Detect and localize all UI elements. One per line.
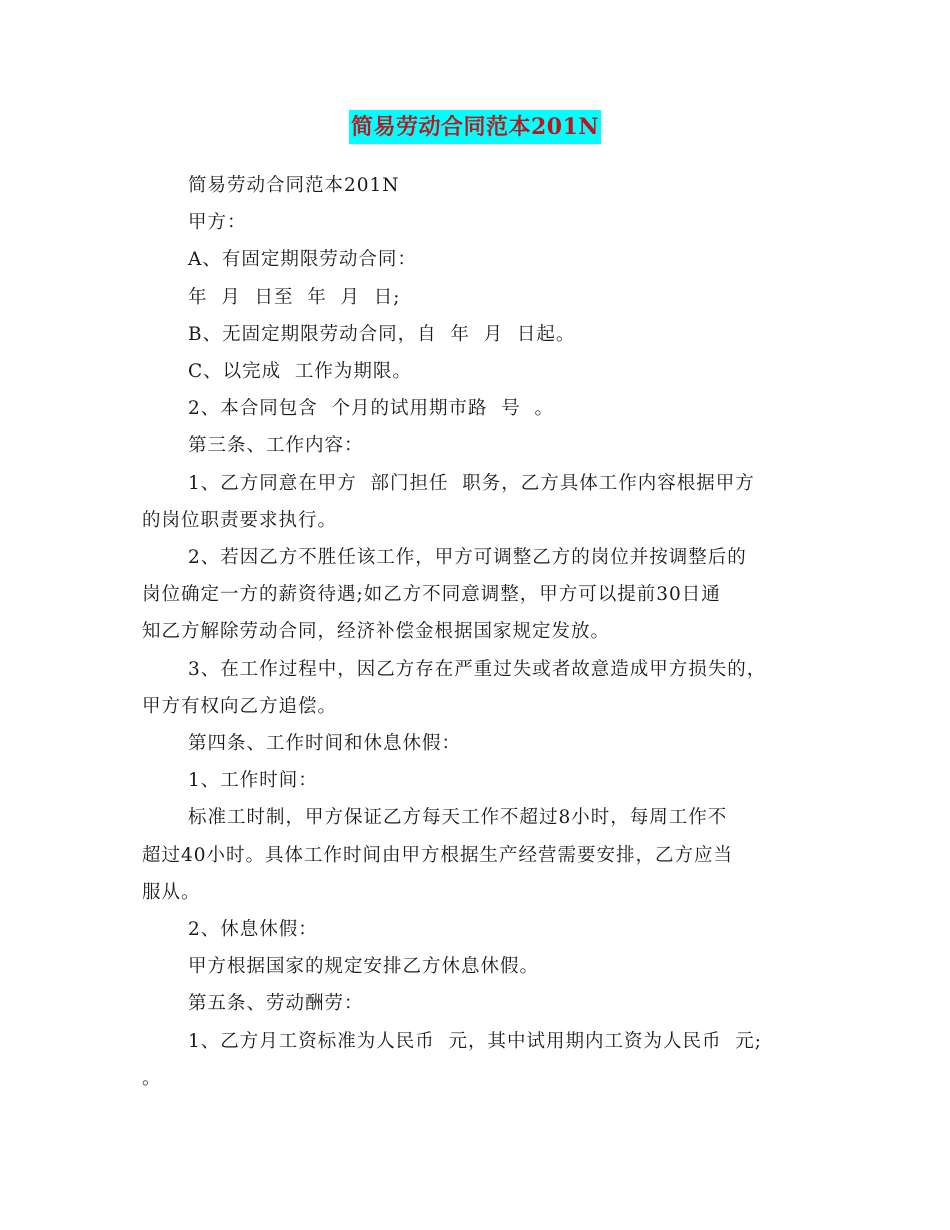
text-line: 知乙方解除劳动合同，经济补偿金根据国家规定发放。 [142, 621, 611, 643]
text-line: 第五条、劳动酬劳： [188, 993, 364, 1015]
paragraph [142, 241, 822, 278]
text-line: 甲方有权向乙方追偿。 [142, 695, 338, 717]
text-line: 超过40小时。具体工作时间由甲方根据生产经营需要安排，乙方应当 [142, 844, 734, 866]
paragraph [142, 762, 822, 799]
document-title: 简易劳动合同范本201N [349, 110, 601, 144]
paragraph [142, 316, 822, 353]
text-line: 1、乙方同意在甲方 部门担任 职务，乙方具体工作内容根据甲方 [188, 472, 755, 494]
title-wrapper [0, 110, 950, 144]
text-line: 简易劳动合同范本201N [188, 175, 400, 196]
paragraph [142, 651, 822, 725]
paragraph [142, 353, 822, 390]
text-line: 1、乙方月工资标准为人民币 元，其中试用期内工资为人民币 元; [188, 1030, 763, 1052]
paragraph [142, 465, 822, 539]
paragraph [142, 539, 822, 651]
text-line: 的岗位职责要求执行。 [142, 509, 338, 531]
text-line: 第四条、工作时间和休息休假： [188, 733, 462, 755]
document-body [142, 167, 822, 1097]
text-line: B、无固定期限劳动合同，自 年 月 日起。 [188, 323, 576, 345]
paragraph [142, 911, 822, 948]
text-line: 服从。 [142, 881, 201, 903]
text-line: 2、若因乙方不胜任该工作，甲方可调整乙方的岗位并按调整后的 [188, 547, 747, 569]
text-line: 年 月 日至 年 月 日; [188, 286, 401, 308]
text-line: C、以完成 工作为期限。 [188, 361, 412, 383]
text-line: 第三条、工作内容： [188, 435, 364, 457]
text-line: 甲方根据国家的规定安排乙方休息休假。 [188, 956, 540, 978]
paragraph [142, 390, 822, 427]
paragraph [142, 279, 822, 316]
paragraph [142, 799, 822, 911]
text-line: 3、在工作过程中，因乙方存在严重过失或者故意造成甲方损失的， [188, 658, 767, 680]
text-line: 2、休息休假： [188, 919, 318, 941]
paragraph [142, 204, 822, 241]
paragraph [142, 725, 822, 762]
text-line: 。 [142, 1067, 162, 1089]
paragraph [142, 427, 822, 464]
paragraph [142, 985, 822, 1022]
text-line: 2、本合同包含 个月的试用期市路 号 。 [188, 398, 555, 420]
text-line: 岗位确定一方的薪资待遇;如乙方不同意调整，甲方可以提前30日通 [142, 584, 721, 606]
paragraph [142, 948, 822, 985]
text-line: 甲方： [188, 212, 247, 234]
text-line: 1、工作时间： [188, 770, 318, 792]
paragraph [142, 1023, 822, 1097]
text-line: A、有固定期限劳动合同： [188, 249, 417, 271]
text-line: 标准工时制，甲方保证乙方每天工作不超过8小时，每周工作不 [188, 807, 728, 829]
paragraph [142, 167, 822, 204]
